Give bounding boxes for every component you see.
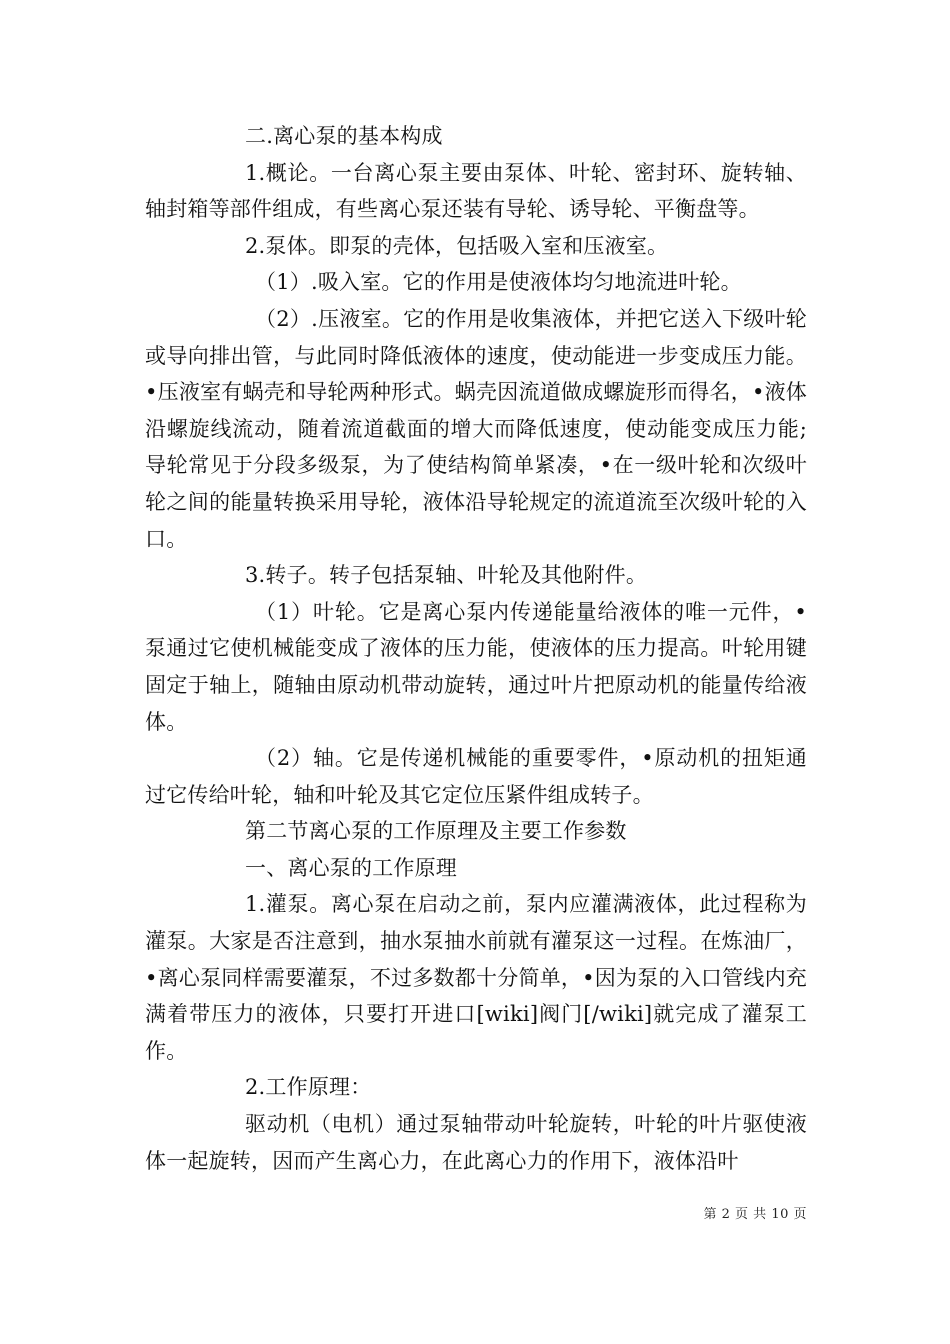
paragraph-discharge-chamber: （2）.压液室。它的作用是收集液体，并把它送入下级叶轮或导向排出管，与此同时降低液体的速度，使动能进一步变成压力能。•压液室有蜗壳和导轮两种形式。蜗壳因流道做成螺旋形而得名，•液体沿螺旋线流动，随着流道截面的增大而降低速度，使动能变成压力能;导轮常见于分段多级泵，为了使结构简单紧凑，•在一级叶轮和次级叶轮之间的能量转换采用导轮，液体沿导轮规定的流道流至次级叶轮的入口。 [145, 306, 807, 551]
paragraph-suction-chamber: （1）.吸入室。它的作用是使液体均匀地流进叶轮。 [255, 270, 742, 295]
subsection-heading: 一、离心泵的工作原理 [245, 855, 457, 880]
page-number-footer: 第 2 页 共 10 页 [703, 1207, 807, 1222]
paragraph-rotor: 3.转子。转子包括泵轴、叶轮及其他附件。 [245, 563, 648, 588]
section-heading: 二.离心泵的基本构成 [245, 124, 443, 148]
paragraph-impeller: （1）叶轮。它是离心泵内传递能量给液体的唯一元件，•泵通过它使机械能变成了液体的压力能，使液体的压力提高。叶轮用键固定于轴上，随轴由原动机带动旋转，通过叶片把原动机的能量传给液体。 [145, 599, 807, 734]
chapter-heading: 第二节离心泵的工作原理及主要工作参数 [245, 819, 627, 844]
paragraph-priming: 1.灌泵。离心泵在启动之前，泵内应灌满液体，此过程称为灌泵。大家是否注意到，抽水泵抽水前就有灌泵这一过程。在炼油厂，•离心泵同样需要灌泵，不过多数都十分简单，•因为泵的入口管线内充满着带压力的液体，只要打开进口[wiki]阀门[/wiki]就完成了灌泵工作。 [145, 892, 807, 1063]
document-body [145, 118, 807, 1179]
paragraph-overview: 1.概论。一台离心泵主要由泵体、叶轮、密封环、旋转轴、轴封箱等部件组成，有些离心泵还装有导轮、诱导轮、平衡盘等。 [145, 160, 807, 222]
paragraph-principle: 驱动机（电机）通过泵轴带动叶轮旋转，叶轮的叶片驱使液体一起旋转，因而产生离心力，在此离心力的作用下，液体沿叶 [145, 1112, 807, 1173]
paragraph-principle-heading: 2.工作原理： [245, 1075, 372, 1100]
paragraph-shaft: （2）轴。它是传递机械能的重要零件，•原动机的扭矩通过它传给叶轮，轴和叶轮及其它定位压紧件组成转子。 [145, 746, 807, 807]
paragraph-pump-body: 2.泵体。即泵的壳体，包括吸入室和压液室。 [245, 233, 669, 258]
